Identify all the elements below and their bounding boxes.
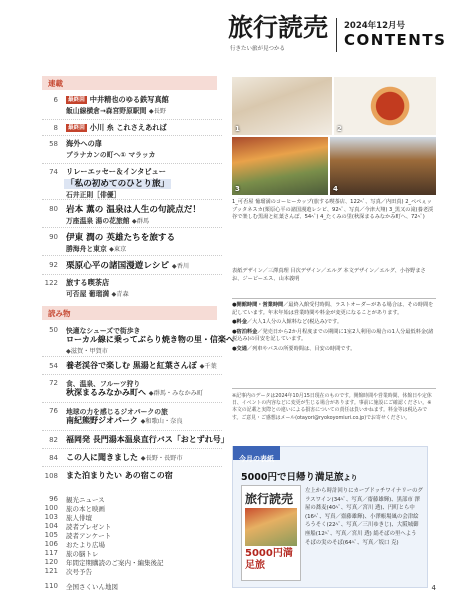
divider — [42, 448, 222, 449]
info-notes — [232, 298, 436, 355]
divider — [42, 402, 222, 403]
photo-pasta: 2 — [334, 77, 436, 135]
cover-tab: 今月の表紙 — [233, 446, 280, 460]
design-credits: 表紙デザイン／三澤真理 目次デザイン／エルグ 本文デザイン／エルグ、小谷野まさお、ジービーエス、山本義明 — [232, 268, 426, 282]
divider — [42, 356, 222, 357]
note-lodging: ●宿泊料金／発売日から2か月程度までの期間に1室2人利用の場合の1人分最低料金(諸税込み)の目安を記しています。 — [232, 328, 434, 342]
brand-logo: 旅行読売 — [228, 13, 329, 42]
cover-photo — [245, 508, 297, 546]
divider — [42, 227, 222, 228]
header-divider — [336, 18, 337, 52]
disclaimer: ※記事内のデータは2024年10月15日現在のものです。開館時間や営業時間、休館日や定休日、イベントの内容などに変更が生じる場合があります。事前に施設にご確認ください。※本文の記載と実際との違いによる損害についての責任は負いかねます。料金等は税込みです。ご意見・ご感想はメール(otayori@ryokoyomiuri.co.jp)でお寄せください。 — [232, 388, 436, 422]
divider — [42, 466, 222, 467]
section-heading-serial: 連載 — [42, 76, 217, 90]
magazine-cover-thumbnail[interactable]: 旅行読売 5000円満足旅 — [241, 485, 301, 581]
cover-feature-box — [232, 446, 428, 588]
photo-waterfall: 3 — [232, 137, 328, 195]
masthead — [228, 13, 447, 56]
divider — [42, 255, 222, 256]
final-badge: 最終回 — [68, 125, 85, 131]
note-hours: ●開館時間・営業時間／最終入館受付時間、ラストオーダーがある場合は、その時間を記しています。年末年始は営業時間や料金が変更になることがあります。 — [232, 302, 434, 316]
photo-village: 4 — [330, 137, 436, 195]
divider — [42, 199, 222, 200]
divider — [42, 430, 222, 431]
note-fee: ●料金／大人1人分の入館料など(税込み)です。 — [232, 319, 343, 325]
page-number: 4 — [431, 584, 436, 592]
issue-date: 2024年12月号 — [344, 21, 405, 31]
final-badge: 最終回 — [68, 97, 85, 103]
section-heading-reading: 読み物 — [42, 306, 217, 320]
divider — [42, 374, 222, 375]
divider — [42, 274, 222, 275]
divider — [42, 119, 222, 120]
contents-title: CONTENTS — [344, 31, 447, 49]
divider — [42, 163, 222, 164]
photo-coffee-cups: 1 — [232, 77, 332, 135]
photo-caption: 1_可否屋 葡瑠満のコーヒーカップ(旅する喫茶店、122ﾍﾟ、写真／内田真) 2_ぺぺぇッブッタネスカ(栗原心平の諸国漫遊レシピ、92ﾍﾟ、写真／今津大翔) 3_黒又の滝(養老渓谷で楽しむ黒湯と紅葉さんぽ、54ﾍﾟ) 4_たくみの里(秋深まるみなかみ町へ、72ﾍﾟ) — [232, 199, 434, 221]
note-transport: ●交通／列車やバスの所要時間は、目安の時間です。 — [232, 345, 356, 352]
cover-feature-title: 5000円で日帰り満足旅より — [241, 472, 358, 483]
brand-tagline: 行きたい旅が見つかる — [230, 46, 286, 52]
divider — [42, 135, 222, 136]
cover-description: 左上から時計回りにカーブドッチワイナリーのグラスワイン(34ﾍﾟ、写真／齋藤雄輝)、黒部市 澤屋の蕎麦(40ﾍﾟ、写真／宮川 透)、円町とら中(16ﾍﾟ、写真／齋藤雄輝)、小澤帳場風の会津絵ろうそく(22ﾍﾟ、写真／三川ゆきじ)、大阪城御座船(12ﾍﾟ、写真／宮川 透) 絹そばの里へよう そばの実のそば(64ﾍﾟ、写真／坂口 克) — [305, 488, 423, 546]
